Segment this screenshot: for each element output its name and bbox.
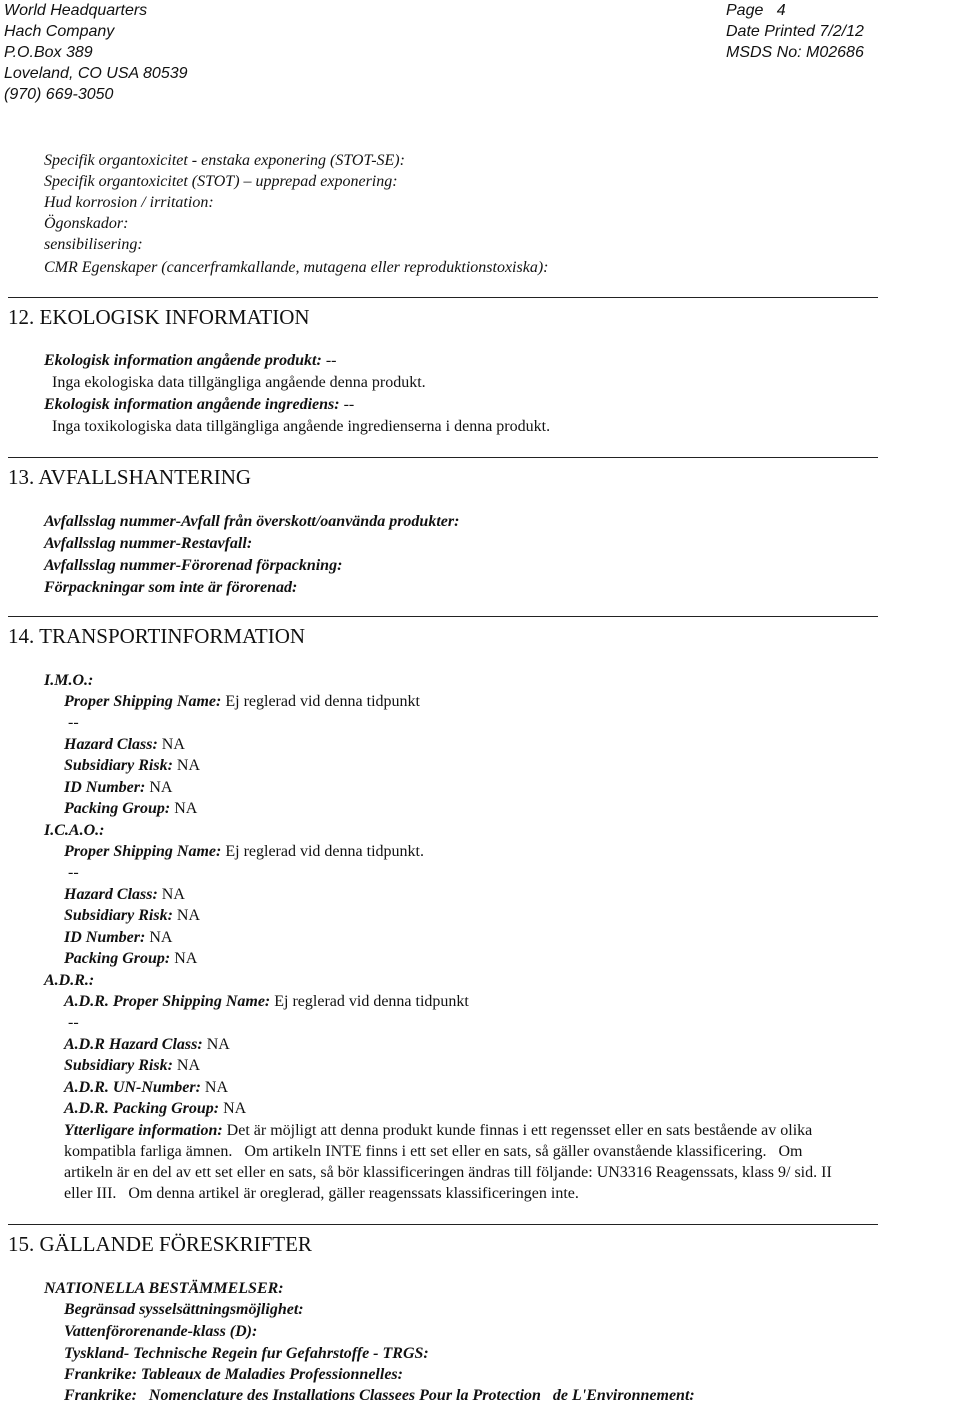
icao-sub-value: NA [172, 907, 201, 924]
additional-info-text-1: Det är möjligt att denna produkt kunde finnas i ett regensset eller en sats bestående av olika [222, 1122, 813, 1139]
company-hq: World Headquarters [4, 2, 148, 19]
stot-se-label: Specifik organtoxicitet - enstaka exponering (STOT-SE): [44, 152, 405, 169]
adr-psn-value: Ej reglerad vid denna tidpunkt [270, 993, 469, 1010]
company-city: Loveland, CO USA 80539 [4, 65, 188, 82]
eco-product-line [44, 350, 336, 372]
eco-product-dash: -- [321, 352, 337, 369]
imo-hazard-label: Hazard Class: [64, 736, 158, 753]
waste-packaging-label: Avfallsslag nummer-Förorenad förpackning: [44, 557, 343, 574]
stot-re-label: Specifik organtoxicitet (STOT) – upprepad exponering: [44, 173, 398, 190]
icao-sub-label: Subsidiary Risk: [64, 907, 173, 924]
imo-pg [64, 798, 197, 820]
imo-sub [64, 755, 200, 777]
cmr-label: CMR Egenskaper (cancerframkallande, mutagena eller reproduktionstoxiska): [44, 259, 549, 276]
eco-ingredient-dash: -- [339, 396, 355, 413]
adr-pg-label: A.D.R. Packing Group: [64, 1100, 220, 1117]
adr-hazard-value: NA [202, 1036, 230, 1053]
section-13-title: 13. AVFALLSHANTERING [8, 465, 252, 489]
adr-pg-value: NA [219, 1100, 247, 1117]
icao-pg-label: Packing Group: [64, 950, 171, 967]
imo-label: I.M.O.: [44, 672, 94, 689]
icao-hazard-value: NA [157, 886, 185, 903]
company-phone: (970) 669-3050 [4, 86, 114, 103]
eco-ingredient-line [44, 394, 354, 416]
skin-corrosion-label: Hud korrosion / irritation: [44, 194, 214, 211]
imo-psn-value: Ej reglerad vid denna tidpunkt [221, 693, 420, 710]
icao-psn [64, 841, 424, 863]
company-name: Hach Company [4, 23, 115, 40]
date-printed: Date Printed 7/2/12 [726, 23, 864, 40]
msds-number: MSDS No: M02686 [726, 44, 864, 61]
icao-id-value: NA [145, 929, 173, 946]
eco-product-label: Ekologisk information angående produkt: [44, 352, 322, 369]
additional-info-line-4: eller III. Om denna artikel är oreglerad, gäller reagenssats klassificeringen inte. [64, 1185, 579, 1202]
icao-hazard [64, 884, 185, 906]
icao-id-label: ID Number: [64, 929, 146, 946]
adr-label: A.D.R.: [44, 972, 95, 989]
eco-product-text: Inga ekologiska data tillgängliga angående denna produkt. [52, 374, 426, 391]
imo-sub-value: NA [172, 757, 201, 774]
imo-dash: -- [68, 714, 79, 731]
icao-psn-label: Proper Shipping Name: [64, 843, 222, 860]
waste-surplus-label: Avfallsslag nummer-Avfall från överskott/oanvända produkter: [44, 513, 460, 530]
adr-un [64, 1077, 228, 1099]
icao-label: I.C.A.O.: [44, 822, 105, 839]
imo-hazard-value: NA [157, 736, 185, 753]
additional-info-label: Ytterligare information: [64, 1122, 223, 1139]
reg-germany-trgs: Tyskland- Technische Regein fur Gefahrstoffe - TRGS: [64, 1345, 429, 1362]
adr-psn-label: A.D.R. Proper Shipping Name: [64, 993, 271, 1010]
icao-hazard-label: Hazard Class: [64, 886, 158, 903]
imo-sub-label: Subsidiary Risk: [64, 757, 173, 774]
imo-psn [64, 691, 420, 713]
section-15-title: 15. GÄLLANDE FÖRESKRIFTER [8, 1232, 312, 1256]
additional-info-line-1 [64, 1120, 812, 1142]
section-12-title: 12. EKOLOGISK INFORMATION [8, 305, 310, 329]
eco-ingredient-label: Ekologisk information angående ingrediens: [44, 396, 340, 413]
additional-info-line-3: artikeln är en del av ett set eller en sats, så bör klassificeringen ändras till följande: UN3316 Reagenssats, klass 9/ sid. II [64, 1164, 832, 1181]
waste-residual-label: Avfallsslag nummer-Restavfall: [44, 535, 253, 552]
imo-id [64, 777, 172, 799]
adr-hazard-label: A.D.R Hazard Class: [64, 1036, 203, 1053]
adr-un-label: A.D.R. UN-Number: [64, 1079, 201, 1096]
icao-id [64, 927, 172, 949]
adr-pg [64, 1098, 246, 1120]
divider [8, 1224, 878, 1225]
reg-water-hazard-class: Vattenförorenande-klass (D): [64, 1323, 258, 1340]
adr-dash: -- [68, 1014, 79, 1031]
imo-id-value: NA [145, 779, 173, 796]
eye-damage-label: Ögonskador: [44, 215, 129, 232]
icao-pg-value: NA [170, 950, 198, 967]
section-14-title: 14. TRANSPORTINFORMATION [8, 624, 306, 648]
imo-psn-label: Proper Shipping Name: [64, 693, 222, 710]
icao-psn-value: Ej reglerad vid denna tidpunkt. [221, 843, 424, 860]
adr-hazard [64, 1034, 230, 1056]
imo-pg-label: Packing Group: [64, 800, 171, 817]
imo-pg-value: NA [170, 800, 198, 817]
page-number: Page 4 [726, 2, 786, 19]
eco-ingredient-text: Inga toxikologiska data tillgängliga angående ingredienserna i denna produkt. [52, 418, 551, 435]
adr-sub-label: Subsidiary Risk: [64, 1057, 173, 1074]
adr-sub-value: NA [172, 1057, 201, 1074]
reg-employment-restriction: Begränsad sysselsättningsmöjlighet: [64, 1301, 304, 1318]
national-regulations-label: NATIONELLA BESTÄMMELSER: [44, 1280, 284, 1297]
divider [8, 297, 878, 298]
waste-clean-packaging-label: Förpackningar som inte är förorenad: [44, 579, 298, 596]
imo-hazard [64, 734, 185, 756]
adr-psn [64, 991, 469, 1013]
imo-id-label: ID Number: [64, 779, 146, 796]
icao-pg [64, 948, 197, 970]
reg-france-tableaux: Frankrike: Tableaux de Maladies Professionnelles: [64, 1366, 403, 1383]
divider [8, 616, 878, 617]
company-pobox: P.O.Box 389 [4, 44, 93, 61]
additional-info-line-2: kompatibla farliga ämnen. Om artikeln INTE finns i ett set eller en sats, så gäller ovanstående klassificering. Om [64, 1143, 803, 1160]
reg-france-nomenclature: Frankrike: Nomenclature des Installations Classees Pour la Protection de L'Environnement: [64, 1387, 695, 1404]
icao-sub [64, 905, 200, 927]
icao-dash: -- [68, 864, 79, 881]
adr-sub [64, 1055, 200, 1077]
sensitisation-label: sensibilisering: [44, 236, 143, 253]
adr-un-value: NA [200, 1079, 228, 1096]
divider [8, 457, 878, 458]
